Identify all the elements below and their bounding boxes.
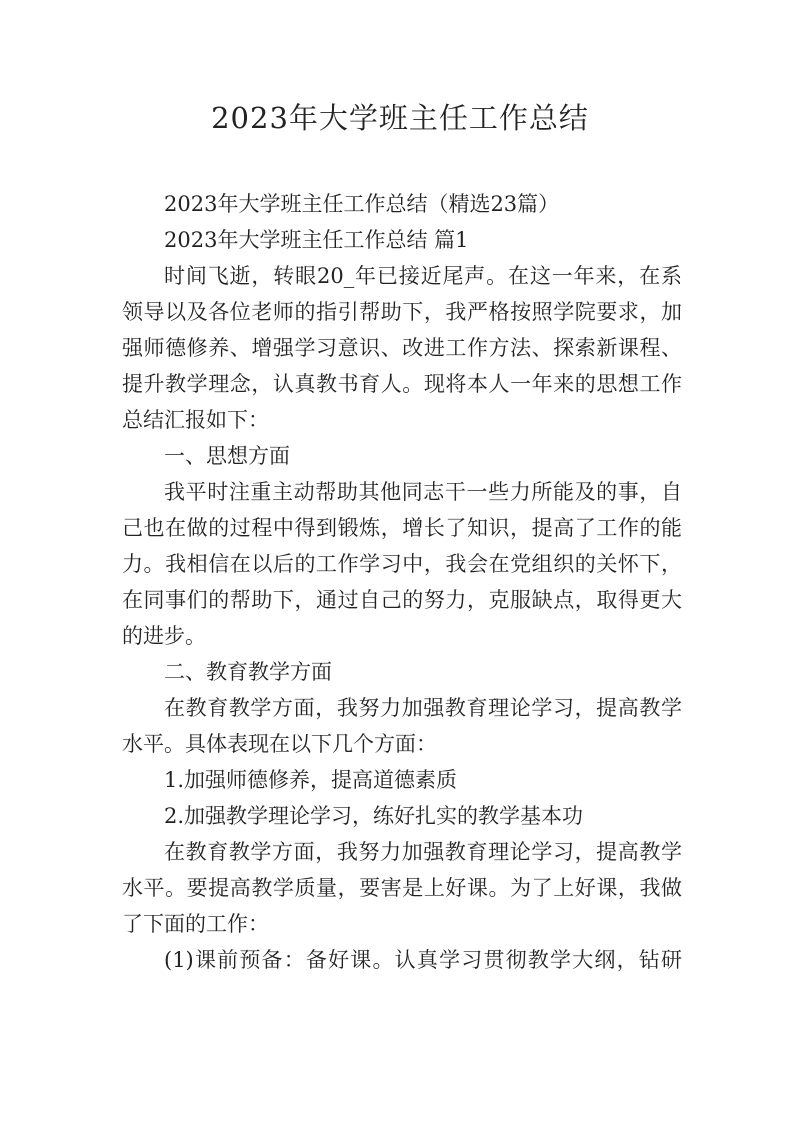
section-heading: 2023年大学班主任工作总结 篇1 — [164, 228, 469, 252]
paragraph-line: 水平。要提高教学质量，要害是上好课。为了上好课，我做 — [122, 876, 682, 900]
paragraph-line: 我平时注重主动帮助其他同志干一些力所能及的事，自 — [164, 480, 682, 504]
subtitle-line: 2023年大学班主任工作总结（精选23篇） — [164, 192, 560, 216]
section-heading: 一、思想方面 — [164, 444, 290, 468]
paragraph-line: 总结汇报如下： — [122, 408, 269, 432]
paragraph-line: 领导以及各位老师的指引帮助下，我严格按照学院要求，加 — [122, 300, 682, 324]
paragraph-line: 的进步。 — [122, 624, 206, 648]
paragraph-line: 己也在做的过程中得到锻炼，增长了知识，提高了工作的能 — [122, 516, 682, 540]
paragraph-line: 在同事们的帮助下，通过自己的努力，克服缺点，取得更大 — [122, 588, 682, 612]
list-item: 1.加强师德修养，提高道德素质 — [164, 768, 458, 792]
section-heading: 二、教育教学方面 — [164, 660, 332, 684]
document-title: 2023年大学班主任工作总结 — [211, 101, 589, 135]
document-body — [122, 186, 682, 978]
paragraph-line: 在教育教学方面，我努力加强教育理论学习，提高教学 — [164, 840, 682, 864]
paragraph-line: 水平。具体表现在以下几个方面： — [122, 732, 437, 756]
paragraph-line: (1)课前预备：备好课。认真学习贯彻教学大纲，钻研 — [164, 948, 682, 972]
paragraph-line: 了下面的工作： — [122, 912, 269, 936]
paragraph-line: 力。我相信在以后的工作学习中，我会在党组织的关怀下， — [122, 552, 682, 576]
paragraph-line: 提升教学理念，认真教书育人。现将本人一年来的思想工作 — [122, 372, 682, 396]
paragraph-line: 强师德修养、增强学习意识、改进工作方法、探索新课程、 — [122, 336, 682, 360]
list-item: 2.加强教学理论学习，练好扎实的教学基本功 — [164, 804, 584, 828]
paragraph-line: 时间飞逝，转眼20_年已接近尾声。在这一年来，在系 — [164, 264, 682, 288]
paragraph-line: 在教育教学方面，我努力加强教育理论学习，提高教学 — [164, 696, 682, 720]
